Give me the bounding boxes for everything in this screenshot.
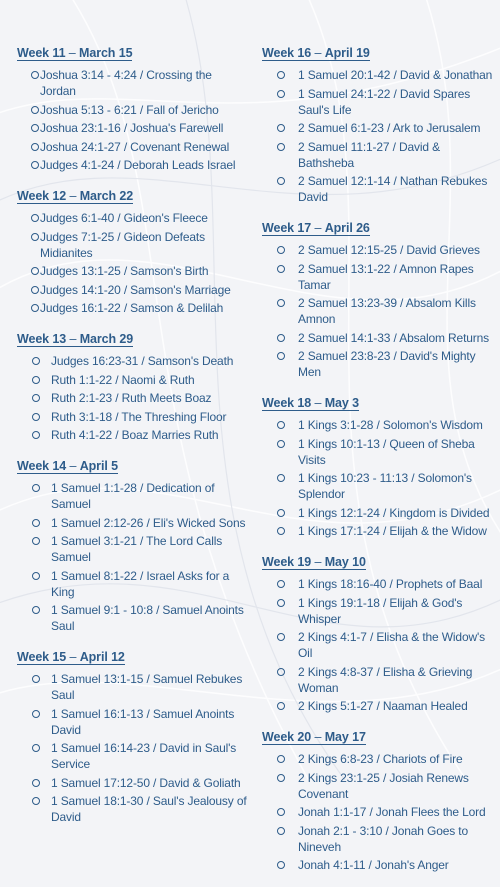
reading-item: 1 Samuel 2:12-26 / Eli's Wicked Sons <box>17 515 247 531</box>
reading-item: 1 Samuel 1:1-28 / Dedication of Samuel <box>17 480 247 512</box>
reading-item: 2 Samuel 12:15-25 / David Grieves <box>262 242 494 258</box>
checkbox-circle-icon[interactable] <box>277 774 285 782</box>
week-heading: Week 17 – April 26 <box>262 221 370 235</box>
week-15-section <box>17 648 247 825</box>
reading-item: 2 Kings 5:1-27 / Naaman Healed <box>262 698 494 714</box>
reading-item: Jonah 4:1-11 / Jonah's Anger <box>262 857 494 873</box>
checkbox-circle-icon[interactable] <box>32 357 40 365</box>
checkbox-circle-icon[interactable] <box>32 537 40 545</box>
reading-item: 1 Kings 18:16-40 / Prophets of Baal <box>262 576 494 592</box>
reading-item: Joshua 3:14 - 4:24 / Crossing the Jordan <box>17 67 247 99</box>
reading-item: 1 Samuel 9:1 - 10:8 / Samuel Anoints Saul <box>17 602 247 634</box>
reading-item: Judges 13:1-25 / Samson's Birth <box>17 263 247 279</box>
reading-item: 1 Samuel 16:1-13 / Samuel Anoints David <box>17 706 247 738</box>
reading-item: Judges 14:1-20 / Samson's Marriage <box>17 282 247 298</box>
checkbox-circle-icon[interactable] <box>32 431 40 439</box>
reading-item: 2 Kings 6:8-23 / Chariots of Fire <box>262 751 494 767</box>
checkbox-circle-icon[interactable] <box>32 572 40 580</box>
week-19-section <box>262 553 494 714</box>
checkbox-circle-icon[interactable] <box>31 71 39 79</box>
reading-item: Joshua 23:1-16 / Joshua's Farewell <box>17 120 247 136</box>
reading-item: 1 Kings 12:1-24 / Kingdom is Divided <box>262 505 494 521</box>
left-column <box>17 44 247 839</box>
reading-item: 2 Samuel 23:8-23 / David's Mighty Men <box>262 348 494 380</box>
week-17-section <box>262 219 494 380</box>
right-column <box>262 44 494 887</box>
reading-item: 1 Kings 19:1-18 / Elijah & God's Whisper <box>262 595 494 627</box>
reading-item: 1 Samuel 20:1-42 / David & Jonathan <box>262 67 494 83</box>
reading-item: 1 Samuel 3:1-21 / The Lord Calls Samuel <box>17 533 247 565</box>
checkbox-circle-icon[interactable] <box>32 394 40 402</box>
checkbox-circle-icon[interactable] <box>31 304 39 312</box>
week-13-section <box>17 330 247 443</box>
reading-item: 1 Kings 3:1-28 / Solomon's Wisdom <box>262 417 494 433</box>
week-14-section <box>17 457 247 634</box>
week-20-section <box>262 728 494 873</box>
reading-item: 2 Samuel 6:1-23 / Ark to Jerusalem <box>262 120 494 136</box>
checkbox-circle-icon[interactable] <box>277 440 285 448</box>
checkbox-circle-icon[interactable] <box>32 376 40 384</box>
checkbox-circle-icon[interactable] <box>31 106 39 114</box>
checkbox-circle-icon[interactable] <box>32 797 40 805</box>
reading-item: 1 Samuel 24:1-22 / David Spares Saul's Life <box>262 86 494 118</box>
reading-item: 2 Samuel 11:1-27 / David & Bathsheba <box>262 139 494 171</box>
checkbox-circle-icon[interactable] <box>31 267 39 275</box>
checkbox-circle-icon[interactable] <box>31 124 39 132</box>
checkbox-circle-icon[interactable] <box>277 334 285 342</box>
week-heading: Week 13 – March 29 <box>17 332 134 346</box>
reading-item: 2 Kings 4:8-37 / Elisha & Grieving Woman <box>262 664 494 696</box>
checkbox-circle-icon[interactable] <box>277 808 285 816</box>
week-heading: Week 11 – March 15 <box>17 46 133 60</box>
checkbox-circle-icon[interactable] <box>277 827 285 835</box>
week-heading: Week 18 – May 3 <box>262 396 359 410</box>
checkbox-circle-icon[interactable] <box>277 177 285 185</box>
reading-item: Judges 7:1-25 / Gideon Defeats Midianites <box>17 229 247 261</box>
reading-item: Ruth 4:1-22 / Boaz Marries Ruth <box>17 427 247 443</box>
reading-item: 1 Kings 10:23 - 11:13 / Solomon's Splendor <box>262 470 494 502</box>
checkbox-circle-icon[interactable] <box>277 580 285 588</box>
week-heading: Week 20 – May 17 <box>262 730 366 744</box>
reading-item: Ruth 3:1-18 / The Threshing Floor <box>17 409 247 425</box>
checkbox-circle-icon[interactable] <box>277 71 285 79</box>
week-12-section <box>17 187 247 316</box>
reading-item: 1 Samuel 13:1-15 / Samuel Rebukes Saul <box>17 671 247 703</box>
reading-item: 1 Kings 17:1-24 / Elijah & the Widow <box>262 523 494 539</box>
reading-item: 2 Samuel 14:1-33 / Absalom Returns <box>262 330 494 346</box>
week-heading: Week 12 – March 22 <box>17 189 134 203</box>
checkbox-circle-icon[interactable] <box>31 143 39 151</box>
checkbox-circle-icon[interactable] <box>277 633 285 641</box>
reading-item: Judges 16:1-22 / Samson & Delilah <box>17 300 247 316</box>
week-heading: Week 14 – April 5 <box>17 459 118 473</box>
checkbox-circle-icon[interactable] <box>31 286 39 294</box>
reading-item: 1 Samuel 8:1-22 / Israel Asks for a King <box>17 568 247 600</box>
checkbox-circle-icon[interactable] <box>32 413 40 421</box>
checkbox-circle-icon[interactable] <box>277 755 285 763</box>
checkbox-circle-icon[interactable] <box>277 299 285 307</box>
checkbox-circle-icon[interactable] <box>31 214 39 222</box>
checkbox-circle-icon[interactable] <box>31 161 39 169</box>
checkbox-circle-icon[interactable] <box>277 246 285 254</box>
checkbox-circle-icon[interactable] <box>277 265 285 273</box>
checkbox-circle-icon[interactable] <box>277 421 285 429</box>
reading-item: Judges 16:23-31 / Samson's Death <box>17 353 247 369</box>
reading-item: 1 Samuel 16:14-23 / David in Saul's Service <box>17 740 247 772</box>
checkbox-circle-icon[interactable] <box>277 124 285 132</box>
checkbox-circle-icon[interactable] <box>32 744 40 752</box>
reading-item: 2 Kings 4:1-7 / Elisha & the Widow's Oil <box>262 629 494 661</box>
checkbox-circle-icon[interactable] <box>277 861 285 869</box>
checkbox-circle-icon[interactable] <box>32 519 40 527</box>
reading-item: 2 Kings 23:1-25 / Josiah Renews Covenant <box>262 770 494 802</box>
reading-item: 2 Samuel 13:23-39 / Absalom Kills Amnon <box>262 295 494 327</box>
reading-item: 2 Samuel 13:1-22 / Amnon Rapes Tamar <box>262 261 494 293</box>
week-heading: Week 15 – April 12 <box>17 650 125 664</box>
checkbox-circle-icon[interactable] <box>277 509 285 517</box>
checkbox-circle-icon[interactable] <box>277 668 285 676</box>
week-18-section <box>262 394 494 539</box>
reading-item: Ruth 1:1-22 / Naomi & Ruth <box>17 372 247 388</box>
reading-item: 2 Samuel 12:1-14 / Nathan Rebukes David <box>262 173 494 205</box>
week-16-section <box>262 44 494 205</box>
checkbox-circle-icon[interactable] <box>31 233 39 241</box>
reading-item: Joshua 5:13 - 6:21 / Fall of Jericho <box>17 102 247 118</box>
week-heading: Week 19 – May 10 <box>262 555 366 569</box>
checkbox-circle-icon[interactable] <box>32 710 40 718</box>
checkbox-circle-icon[interactable] <box>277 599 285 607</box>
reading-item: 1 Samuel 18:1-30 / Saul's Jealousy of David <box>17 793 247 825</box>
checkbox-circle-icon[interactable] <box>277 702 285 710</box>
checkbox-circle-icon[interactable] <box>277 90 285 98</box>
checkbox-circle-icon[interactable] <box>277 352 285 360</box>
reading-item: Ruth 2:1-23 / Ruth Meets Boaz <box>17 390 247 406</box>
week-11-section <box>17 44 247 173</box>
reading-item: Jonah 2:1 - 3:10 / Jonah Goes to Nineveh <box>262 823 494 855</box>
checkbox-circle-icon[interactable] <box>277 474 285 482</box>
reading-item: 1 Samuel 17:12-50 / David & Goliath <box>17 775 247 791</box>
reading-item: Jonah 1:1-17 / Jonah Flees the Lord <box>262 804 494 820</box>
checkbox-circle-icon[interactable] <box>277 143 285 151</box>
checkbox-circle-icon[interactable] <box>277 527 285 535</box>
checkbox-circle-icon[interactable] <box>32 675 40 683</box>
reading-item: Judges 6:1-40 / Gideon's Fleece <box>17 210 247 226</box>
reading-item: Judges 4:1-24 / Deborah Leads Israel <box>17 157 247 173</box>
checkbox-circle-icon[interactable] <box>32 484 40 492</box>
week-heading: Week 16 – April 19 <box>262 46 370 60</box>
reading-item: Joshua 24:1-27 / Covenant Renewal <box>17 139 247 155</box>
checkbox-circle-icon[interactable] <box>32 606 40 614</box>
reading-item: 1 Kings 10:1-13 / Queen of Sheba Visits <box>262 436 494 468</box>
